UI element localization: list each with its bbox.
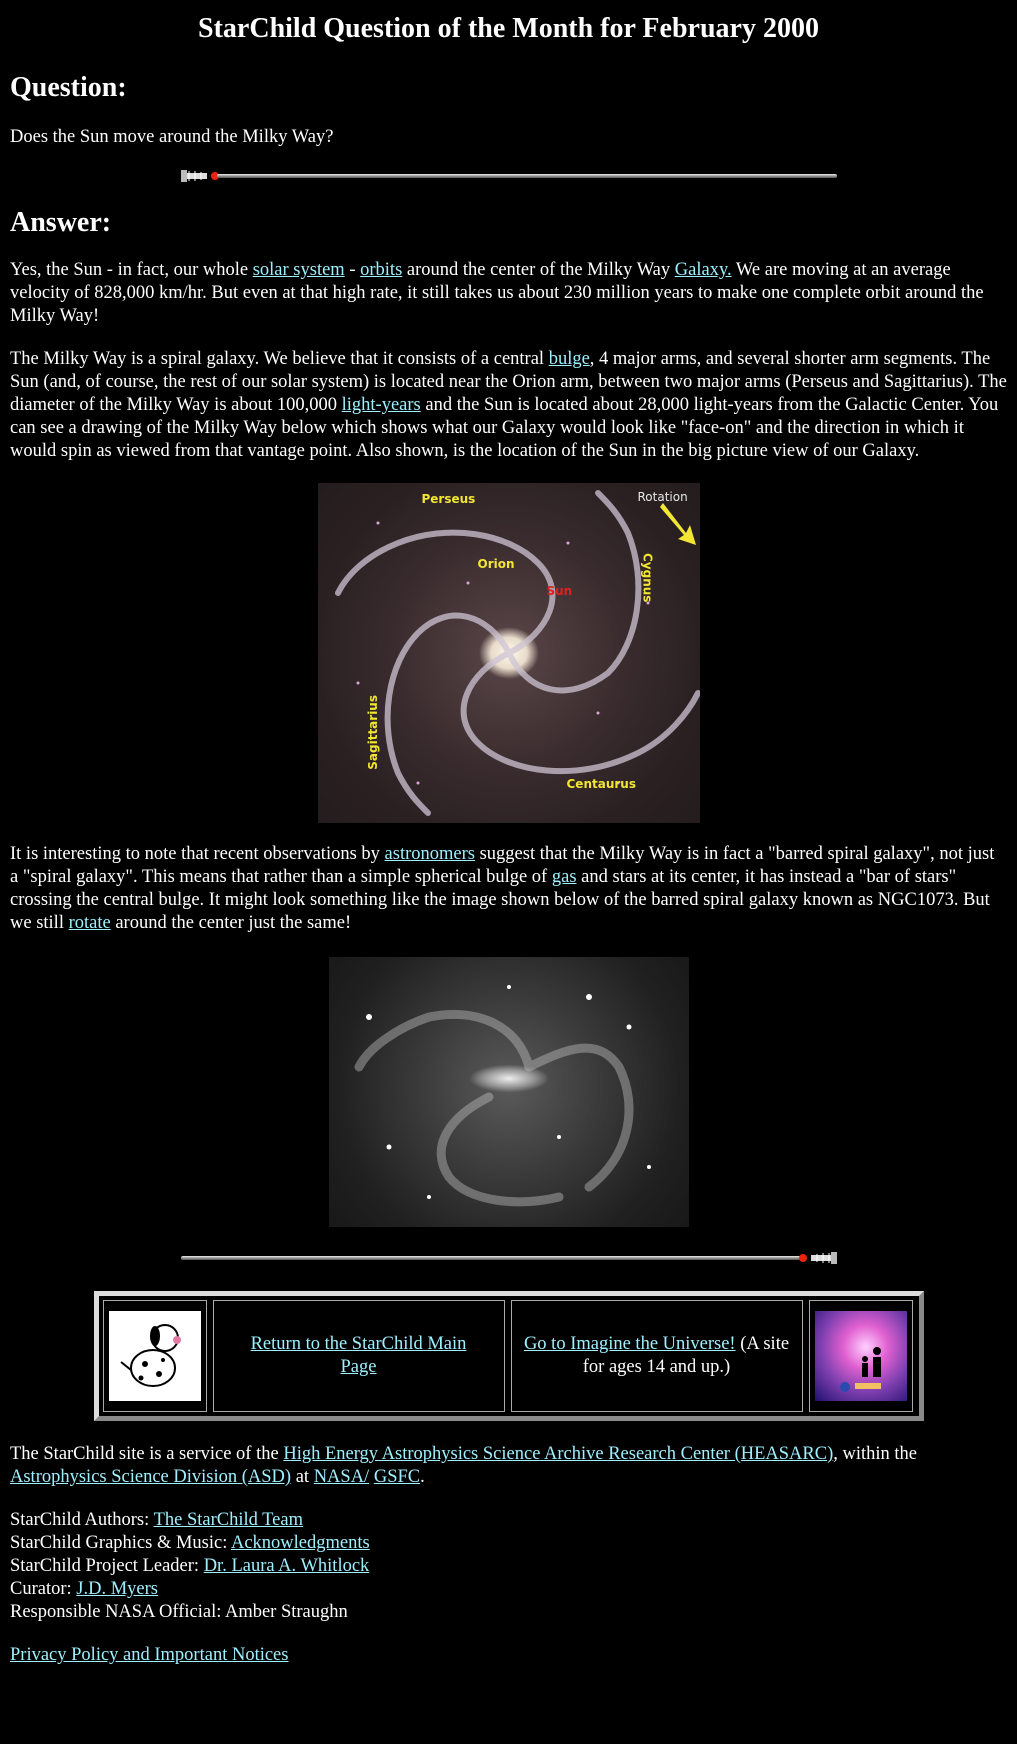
imagine-logo-cell [809,1300,913,1412]
answer-text: and the Sun is located about 28,000 light-years from the Galactic Center. You can see a drawing of the Milky Way below which shows what our Galaxy would look like "face-on" and the direction in which it would spin as viewed from that vantage point. Also shown, is the location of the Sun in the big picture view of our Galaxy. [10,395,999,461]
footer [10,1443,1007,1667]
credit-official: Responsible NASA Official: Amber Straughn [10,1602,348,1622]
privacy-line [10,1644,1007,1667]
imagine-universe-note: (A site for ages 14 and up.) [582,1334,790,1377]
link-jd-myers[interactable]: J.D. Myers [76,1579,158,1599]
link-asd[interactable]: Astrophysics Science Division (ASD) [10,1467,292,1487]
divider-bar [217,174,837,178]
link-light-years[interactable]: light-years [341,395,421,415]
navigation-row [103,1300,915,1412]
divider-bar [181,1256,801,1260]
label-orion: Orion [477,557,515,571]
footer-text: , within the [833,1444,918,1464]
imagine-universe-cell [511,1300,803,1412]
answer-heading: Answer: [10,207,112,238]
link-heasarc[interactable]: High Energy Astrophysics Science Archive Research Center (HEASARC) [283,1444,834,1464]
silhouette-icon [815,1311,907,1401]
answer-text: around the center of the Milky Way [402,260,675,280]
return-main-page-link[interactable]: Return to the StarChild Main Page [250,1334,467,1377]
divider-rocket-left [181,169,837,183]
credit-curator [10,1578,1007,1601]
credit-authors [10,1509,1007,1532]
answer-text: - [344,260,361,280]
red-dot-icon [799,1254,807,1262]
label-cygnus: Cygnus [640,553,655,603]
answer-text: suggest that the Milky Way is in fact a "barred spiral galaxy", not just a "spiral galaxy". This means that rather than a simple spherical bulge of [10,844,995,887]
link-privacy-policy[interactable]: Privacy Policy and Important Notices [10,1645,289,1665]
link-orbits[interactable]: orbits [360,260,403,280]
credit-label: StarChild Project Leader: [10,1556,204,1576]
spiral-arms-graphic [318,483,700,823]
link-astronomers[interactable]: astronomers [384,844,475,864]
credit-label: Curator: [10,1579,77,1599]
ngc1073-photo [329,957,689,1227]
dog-icon [115,1316,195,1396]
label-sun: Sun [546,584,573,598]
answer-text: The Milky Way is a spiral galaxy. We believe that it consists of a central [10,349,549,369]
imagine-universe-text [512,1333,802,1379]
milky-way-drawing [318,483,700,823]
link-galaxy[interactable]: Galaxy. [674,260,732,280]
label-rotation: Rotation [637,490,688,504]
rocket-icon [807,1251,837,1265]
credits [10,1509,1007,1624]
credit-label: StarChild Graphics & Music: [10,1533,231,1553]
footer-text: at [291,1467,314,1487]
question-text: Does the Sun move around the Milky Way? [10,127,334,147]
credit-leader [10,1555,1007,1578]
answer-paragraph-3 [10,843,1007,935]
answer-paragraph-1 [10,259,1007,328]
return-main-cell [213,1300,505,1412]
starchild-dog-cell [103,1300,207,1412]
page-title: StarChild Question of the Month for February 2000 [198,13,819,44]
footer-text: The StarChild site is a service of the [10,1444,284,1464]
rocket-icon [181,169,211,183]
divider-rocket-right [181,1251,837,1265]
label-perseus: Perseus [421,492,476,506]
imagine-universe-logo[interactable] [815,1311,907,1401]
link-solar-system[interactable]: solar system [252,260,345,280]
barred-spiral-graphic [329,957,689,1227]
label-centaurus: Centaurus [566,777,636,791]
link-starchild-team[interactable]: The StarChild Team [153,1510,303,1530]
label-sagittarius: Sagittarius [365,695,380,770]
imagine-universe-link[interactable]: Go to Imagine the Universe! [523,1334,736,1354]
link-gas[interactable]: gas [551,867,577,887]
link-rotate[interactable]: rotate [68,913,111,933]
footer-service [10,1443,1007,1489]
navigation-table [94,1291,924,1421]
answer-paragraph-2 [10,348,1007,463]
link-nasa[interactable]: NASA/ [313,1467,370,1487]
answer-text: around the center just the same! [110,913,352,933]
answer-text: We are moving at an average velocity of 828,000 km/hr. But even at that high rate, it still takes us about 230 million years to make one complete orbit around the Milky Way! [10,260,984,326]
answer-text: Yes, the Sun - in fact, our whole [10,260,253,280]
footer-text: . [420,1467,425,1487]
answer-text: , 4 major arms, and several shorter arm segments. The Sun (and, of course, the rest of our solar system) is located near the Orion arm, between two major arms (Perseus and Sagittarius). The diameter of the Milky Way is about 100,000 [10,349,1007,415]
link-acknowledgments[interactable]: Acknowledgments [230,1533,370,1553]
answer-text: and stars at its center, it has instead a "bar of stars" crossing the central bulge. It might look something like the image shown below of the barred spiral galaxy known as NGC1073. But we still [10,867,990,933]
rotation-arrow-icon [660,503,696,545]
starchild-dog-logo[interactable] [109,1311,201,1401]
question-heading: Question: [10,72,127,103]
page-content [0,14,1017,1667]
credit-graphics [10,1532,1007,1555]
answer-text: It is interesting to note that recent observations by [10,844,385,864]
link-gsfc[interactable]: GSFC [373,1467,421,1487]
link-bulge[interactable]: bulge [548,349,590,369]
link-laura-whitlock[interactable]: Dr. Laura A. Whitlock [203,1556,370,1576]
credit-label: StarChild Authors: [10,1510,154,1530]
